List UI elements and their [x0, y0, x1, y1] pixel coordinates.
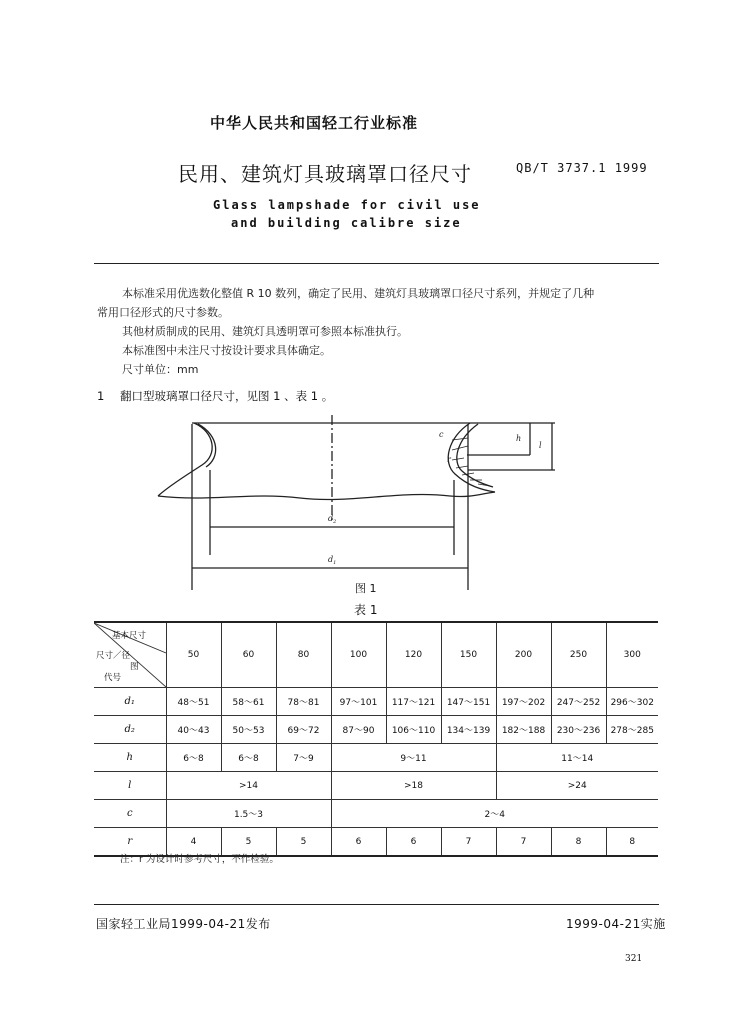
table-cell: 78～81: [276, 688, 331, 716]
table-1-caption: 表 1: [354, 603, 378, 617]
label-d1: $d_1$: [328, 555, 337, 566]
intro-para1-line2: 常用口径形式的尺寸参数。: [97, 306, 229, 319]
table-cell-merged: 9～11: [331, 744, 496, 772]
title-divider: [94, 263, 659, 264]
footer-divider: [94, 904, 659, 905]
table-cell: 50～53: [221, 716, 276, 744]
table-cell: 40～43: [166, 716, 221, 744]
col-header: 200: [496, 622, 551, 688]
table-cell: 4: [166, 828, 221, 857]
table-row-d1: [94, 688, 658, 716]
label-d2: $d_2$: [328, 514, 337, 525]
intro-para1-line1: 本标准采用优选数化整值 R 10 数列，确定了民用、建筑灯具玻璃罩口径尺寸系列，并规定了几种: [122, 287, 595, 300]
col-header: 50: [166, 622, 221, 688]
table-header-row: [94, 622, 658, 688]
unit-note: 尺寸单位：mm: [122, 363, 199, 376]
table-cell: 8: [551, 828, 606, 857]
table-cell-merged: 2～4: [331, 800, 658, 828]
table-cell-merged: >18: [331, 772, 496, 800]
table-cell-merged: 11～14: [496, 744, 658, 772]
table-cell: 6: [386, 828, 441, 857]
row-label: r: [94, 828, 166, 857]
col-header: 100: [331, 622, 386, 688]
figure-1-drawing: [150, 410, 580, 590]
corner-size-label: 尺寸／径: [96, 651, 131, 661]
intro-para3: 本标准图中未注尺寸按设计要求具体确定。: [122, 344, 331, 357]
corner-figure-label: 图: [130, 662, 139, 672]
corner-basic-size: 基本尺寸: [112, 631, 147, 641]
table-note: 注：r 为设计时参考尺寸，不作检验。: [120, 854, 279, 865]
table-row-l: [94, 772, 658, 800]
col-header: 300: [606, 622, 658, 688]
table-cell: 117～121: [386, 688, 441, 716]
col-header: 80: [276, 622, 331, 688]
table-cell: 134～139: [441, 716, 496, 744]
table-cell: 147～151: [441, 688, 496, 716]
table-cell: 247～252: [551, 688, 606, 716]
col-header: 120: [386, 622, 441, 688]
table-cell: 278～285: [606, 716, 658, 744]
section-1-heading: [97, 388, 333, 404]
table-cell: 7: [441, 828, 496, 857]
table-cell: 197～202: [496, 688, 551, 716]
table-cell: 182～188: [496, 716, 551, 744]
table-cell: 7: [496, 828, 551, 857]
table-cell: 6～8: [166, 744, 221, 772]
page-number: 321: [625, 954, 643, 964]
issuing-body: 中华人民共和国轻工行业标准: [210, 114, 419, 132]
english-title-line2: and building calibre size: [231, 216, 462, 230]
row-label: h: [94, 744, 166, 772]
issue-info: 国家轻工业局1999-04-21发布: [96, 917, 271, 931]
label-h: h: [516, 434, 522, 443]
section-text: 翻口型玻璃罩口径尺寸，见图 1 、表 1 。: [119, 389, 334, 403]
table-cell: 69～72: [276, 716, 331, 744]
col-header: 250: [551, 622, 606, 688]
table-cell: 6: [331, 828, 386, 857]
label-r: r: [447, 455, 451, 464]
table-cell-merged: 1.5～3: [166, 800, 331, 828]
row-label: d₁: [94, 688, 166, 716]
table-cell: 6～8: [221, 744, 276, 772]
dimension-table: [94, 621, 658, 857]
table-cell: 58～61: [221, 688, 276, 716]
table-cell: 7～9: [276, 744, 331, 772]
table-row-c: [94, 800, 658, 828]
table-cell: 106～110: [386, 716, 441, 744]
table-cell: 296～302: [606, 688, 658, 716]
table-cell-merged: >24: [496, 772, 658, 800]
col-header: 150: [441, 622, 496, 688]
table-cell: 230～236: [551, 716, 606, 744]
table-row-d2: [94, 716, 658, 744]
intro-para2: 其他材质制成的民用、建筑灯具透明罩可参照本标准执行。: [122, 325, 408, 338]
table-cell: 5: [276, 828, 331, 857]
implementation-date: 1999-04-21实施: [566, 917, 666, 931]
row-label: l: [94, 772, 166, 800]
figure-1-caption: 图 1: [355, 582, 377, 595]
row-label: c: [94, 800, 166, 828]
standard-title: 民用、建筑灯具玻璃罩口径尺寸: [178, 162, 472, 186]
section-number: 1: [97, 389, 105, 403]
label-c: c: [439, 430, 444, 439]
standard-number: QB/T 3737.1 1999: [516, 161, 648, 175]
table-cell: 97～101: [331, 688, 386, 716]
table-cell: 5: [221, 828, 276, 857]
corner-code-label: 代号: [104, 673, 122, 683]
row-label: d₂: [94, 716, 166, 744]
table-cell-merged: >14: [166, 772, 331, 800]
label-l: l: [539, 441, 542, 450]
english-title-line1: Glass lampshade for civil use: [213, 198, 481, 212]
col-header: 60: [221, 622, 276, 688]
table-row-h: [94, 744, 658, 772]
table-cell: 8: [606, 828, 658, 857]
table-cell: 87～90: [331, 716, 386, 744]
table-cell: 48～51: [166, 688, 221, 716]
table-corner-cell: [94, 622, 166, 688]
